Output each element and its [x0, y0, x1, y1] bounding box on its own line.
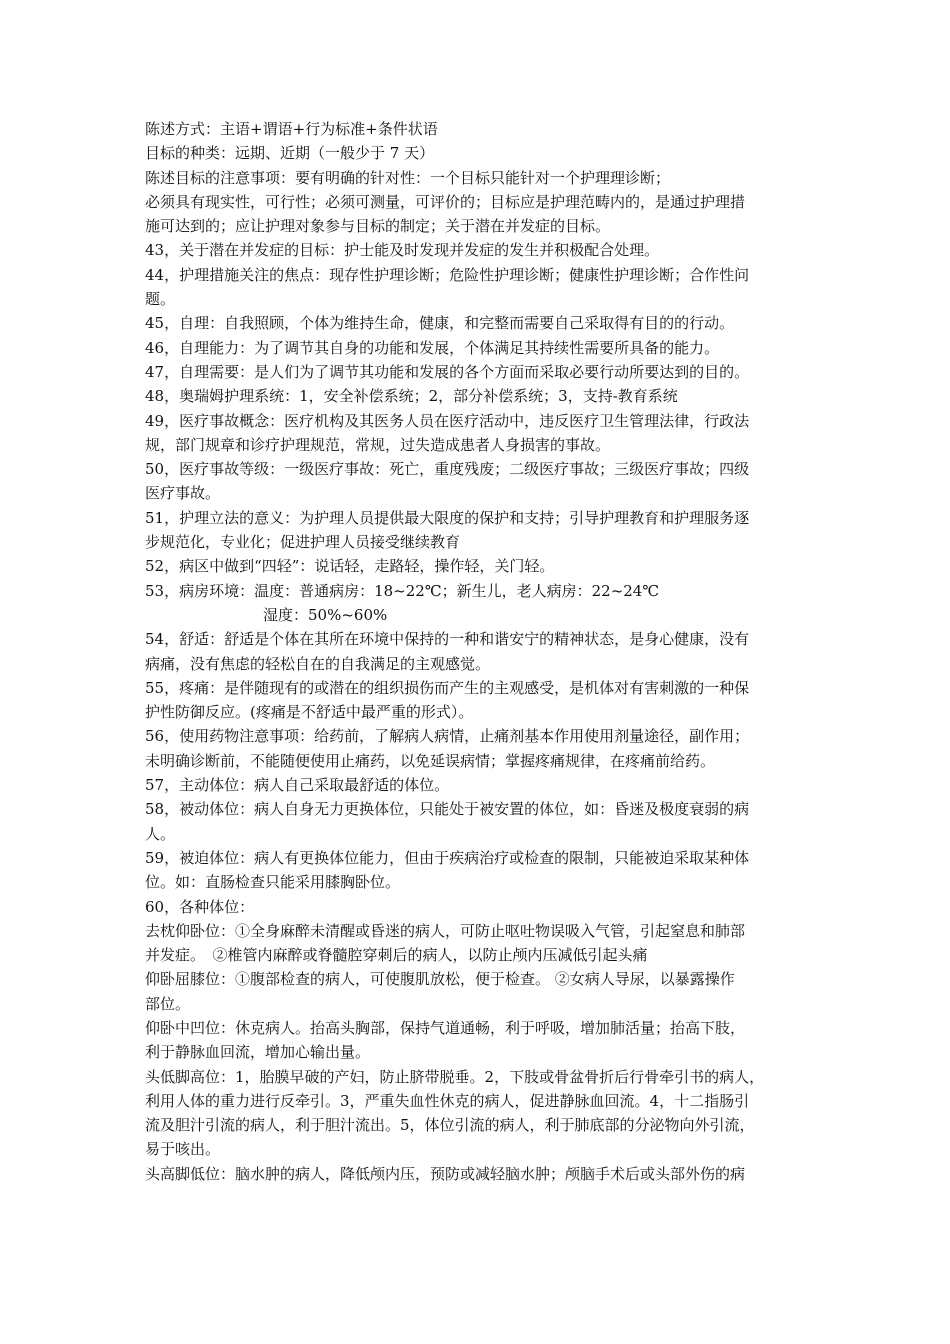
text-line: 47，自理需要：是人们为了调节其功能和发展的各个方面而采取必要行动所要达到的目的。 — [145, 362, 750, 381]
text-line: 并发症。 ②椎管内麻醉或脊髓腔穿刺后的病人，以防止颅内压减低引起头痛 — [145, 946, 648, 965]
text-line: 52，病区中做到“四轻”：说话轻，走路轻，操作轻，关门轻。 — [145, 557, 555, 576]
text-line: 头高脚低位：脑水肿的病人，降低颅内压，预防或减轻脑水肿；颅脑手术后或头部外伤的病 — [145, 1164, 746, 1183]
text-line: 必须具有现实性，可行性；必须可测量，可评价的；目标应是护理范畴内的，是通过护理措 — [145, 192, 746, 211]
text-line: 陈述方式：主语+谓语+行为标准+条件状语 — [145, 120, 438, 138]
text-line: 53，病房环境：温度：普通病房：18~22℃；新生儿，老人病房：22~24℃ — [145, 581, 660, 600]
text-line: 部位。 — [145, 994, 191, 1013]
text-line: 利用人体的重力进行反牵引。3，严重失血性休克的病人，促进静脉血回流。4，十二指肠引 — [145, 1091, 750, 1110]
text-line: 规，部门规章和诊疗护理规范，常规，过失造成患者人身损害的事故。 — [145, 435, 611, 454]
text-line: 54，舒适：舒适是个体在其所在环境中保持的一种和谐安宁的精神状态，是身心健康，没有 — [145, 630, 750, 649]
text-line: 利于静脉血回流，增加心输出量。 — [145, 1043, 371, 1062]
text-line: 43，关于潜在并发症的目标：护士能及时发现并发症的发生并积极配合处理。 — [145, 241, 660, 260]
text-line: 题。 — [145, 290, 176, 309]
text-line: 57，主动体位：病人自己采取最舒适的体位。 — [145, 776, 450, 795]
text-line: 病痛，没有焦虑的轻松自在的自我满足的主观感觉。 — [145, 654, 491, 673]
text-line: 步规范化，专业化；促进护理人员接受继续教育 — [145, 533, 461, 552]
text-line: 45，自理：自我照顾，个体为维持生命，健康，和完整而需要自己采取得有目的的行动。 — [145, 314, 735, 333]
text-line: 易于咳出。 — [145, 1140, 221, 1159]
text-line: 49，医疗事故概念：医疗机构及其医务人员在医疗活动中，违反医疗卫生管理法律，行政法 — [145, 411, 750, 430]
text-line: 51，护理立法的意义：为护理人员提供最大限度的保护和支持；引导护理教育和护理服务逐 — [145, 508, 750, 527]
text-line: 55，疼痛：是伴随现有的或潜在的组织损伤而产生的主观感受，是机体对有害刺激的一种保 — [145, 678, 750, 697]
document-page — [145, 117, 809, 1186]
text-line: 仰卧中凹位：休克病人。抬高头胸部，保持气道通畅，利于呼吸，增加肺活量；抬高下肢， — [145, 1018, 746, 1037]
text-line: 仰卧屈膝位：①腹部检查的病人，可使腹肌放松，便于检查。 ②女病人导尿，以暴露操作 — [145, 970, 735, 989]
text-line: 目标的种类：远期、近期（一般少于 7 天） — [145, 144, 435, 163]
text-line: 去枕仰卧位：①全身麻醉未清醒或昏迷的病人，可防止呕吐物误吸入气管，引起窒息和肺部 — [145, 921, 746, 940]
text-line: 未明确诊断前，不能随便使用止痛药，以免延误病情；掌握疼痛规律，在疼痛前给药。 — [145, 751, 716, 770]
text-line: 医疗事故。 — [145, 484, 221, 503]
text-line: 头低脚高位：1，胎膜早破的产妇，防止脐带脱垂。2，下肢或骨盆骨折后行骨牵引书的病人， — [145, 1067, 765, 1086]
text-line: 59，被迫体位：病人有更换体位能力，但由于疾病治疗或检查的限制，只能被迫采取某种体 — [145, 848, 750, 867]
text-line: 56，使用药物注意事项：给药前，了解病人病情，止痛剂基本作用使用剂量途径，副作用； — [145, 727, 750, 746]
text-line: 44，护理措施关注的焦点：现存性护理诊断；危险性护理诊断；健康性护理诊断；合作性问 — [145, 265, 750, 284]
text-line: 58，被动体位：病人自身无力更换体位，只能处于被安置的体位，如：昏迷及极度衰弱的病 — [145, 800, 750, 819]
text-line: 流及胆汁引流的病人，利于胆汁流出。5，体位引流的病人，利于肺底部的分泌物向外引流， — [145, 1116, 755, 1135]
text-line: 人。 — [145, 824, 176, 843]
text-line: 60，各种体位： — [145, 897, 255, 916]
text-line: 位。如：直肠检查只能采用膝胸卧位。 — [145, 873, 401, 892]
text-line: 50，医疗事故等级：一级医疗事故：死亡，重度残废；二级医疗事故；三级医疗事故；四级 — [145, 460, 750, 479]
text-line: 陈述目标的注意事项：要有明确的针对性：一个目标只能针对一个护理理诊断； — [145, 168, 671, 187]
text-line: 施可达到的；应让护理对象参与目标的制定；关于潜在并发症的目标。 — [145, 217, 611, 236]
text-line: 46，自理能力：为了调节其自身的功能和发展，个体满足其持续性需要所具备的能力。 — [145, 338, 720, 357]
text-line: 48，奥瑞姆护理系统：1，安全补偿系统；2，部分补偿系统；3，支持-教育系统 — [145, 387, 678, 406]
text-line: 护性防御反应。(疼痛是不舒适中最严重的形式）。 — [145, 703, 474, 722]
text-line-indented: 湿度：50%~60% — [263, 605, 388, 624]
